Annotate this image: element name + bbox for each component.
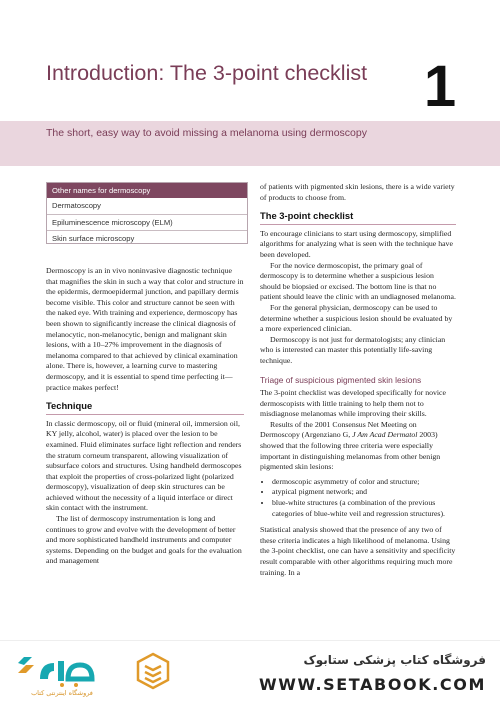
other-name-item: Skin surface microscopy <box>52 234 135 243</box>
intro-paragraph: Dermoscopy is an in vivo noninvasive diagnostic technique that magnifies the skin in such a way that color and structure in the epidermis, dermoepidermal junction, and papillary dermis become visible. This color and structure cannot be seen with the naked eye. With training and experience, dermoscopy has been shown to significantly increase the clinical diagnosis of melanocytic, non-melanocytic, benign and malignant skin lesions, with a 10–27% improvement in the diagnosis of melanoma compared to that achieved by clinical examination alone. There is, however, a learning curve to mastering dermoscopy, and it is essential to spend time perfecting it—practice makes perfect! <box>46 266 244 392</box>
chapter-title: Introduction: The 3-point checklist <box>46 61 368 85</box>
criteria-item: • dermoscopic asymmetry of color and structure; <box>272 477 456 488</box>
checklist-paragraph: For the general physician, dermoscopy can be used to determine whether a suspicious lesion should be evaluated by a more experienced clinician. <box>260 302 453 334</box>
book-emblem-icon <box>136 652 170 690</box>
criteria-item: • blue-white structures (a combination of the previous categories of blue-white veil and regression structures). <box>272 498 456 519</box>
other-names-box <box>46 182 248 244</box>
other-name-item: Epiluminescence microscopy (ELM) <box>47 215 247 232</box>
store-url[interactable]: WWW.SETABOOK.COM <box>259 675 486 694</box>
technique-paragraph: In classic dermoscopy, oil or fluid (mineral oil, immersion oil, KY jelly, alcohol, water) is placed over the lesion to be examined. Fluid eliminates surface light reflection and renders the stratum corneum transparent, allowing visualization of subsurface colors and structures. Using handheld dermoscopes that exploit the properties of cross-polarized light (polarized dermoscopy), visualization of deep skin structures can be achieved without the necessity of a liquid interface or direct skin contact with the instrument. <box>46 418 242 513</box>
chapter-number: 1 <box>423 54 457 119</box>
triage-heading: Triage of suspicious pigmented skin lesions <box>260 374 422 385</box>
store-banner <box>0 640 500 701</box>
criteria-list <box>260 477 456 519</box>
triage-paragraph: The 3-point checklist was developed specifically for novice dermoscopists with little training to help them not to misdiagnose melanomas while improving their skills. <box>260 388 446 419</box>
continuation-paragraph: of patients with pigmented skin lesions, there is a wide variety of products to choose from. <box>260 182 455 202</box>
triage-text: 2003) showed that the following three criteria were especially important in distinguishing melanomas from other benign pigmented skin lesions: <box>260 430 441 472</box>
triage-text: Results of the 2001 Consensus Net Meeting on Dermoscopy (Argenziano G, <box>260 419 417 440</box>
logo-subtitle: فروشگاه اینترنتی کتاب <box>31 689 93 697</box>
criteria-item: • atypical pigment network; and <box>272 487 456 498</box>
checklist-paragraph: Dermoscopy is not just for dermatologists; any clinician who is interested can master this potentially life-saving technique. <box>260 334 446 365</box>
journal-name: J Am Acad Dermatol <box>352 430 418 440</box>
chapter-subtitle: The short, easy way to avoid missing a melanoma using dermoscopy <box>46 127 367 139</box>
checklist-paragraph: For the novice dermoscopist, the primary goal of dermoscopy is to determine whether a suspicious lesion should be biopsied or excised. The bottom line is that no patient should leave the clinic with an undiagnosed melanoma. <box>260 260 456 302</box>
other-name-item: Dermatoscopy <box>47 198 247 215</box>
checklist-paragraph: To encourage clinicians to start using dermoscopy, simplified algorithms for analyzing what is seen with the technique have been developed. <box>260 228 453 259</box>
checklist-heading: The 3-point checklist <box>260 211 456 225</box>
technique-paragraph: The list of dermoscopy instrumentation is long and continues to grow and evolve with the development of better and more sophisticated handheld instruments and computer systems. Depending on the budget and goals for the evaluation and management <box>46 514 242 566</box>
store-title: فروشگاه کتاب پزشکی ستابوک <box>303 653 486 667</box>
technique-heading: Technique <box>46 401 244 415</box>
other-names-heading: Other names for dermoscopy <box>47 183 247 198</box>
triage-paragraph <box>260 420 456 473</box>
setabook-logo-icon <box>14 653 98 689</box>
triage-paragraph: Statistical analysis showed that the presence of any two of these criteria indicates a high likelihood of melanoma. Using the 3-point checklist, one can have a sensitivity and specificity result comparable with other algorithms requiring much more training. In a <box>260 525 456 577</box>
left-column <box>46 266 244 567</box>
right-column <box>260 182 456 578</box>
